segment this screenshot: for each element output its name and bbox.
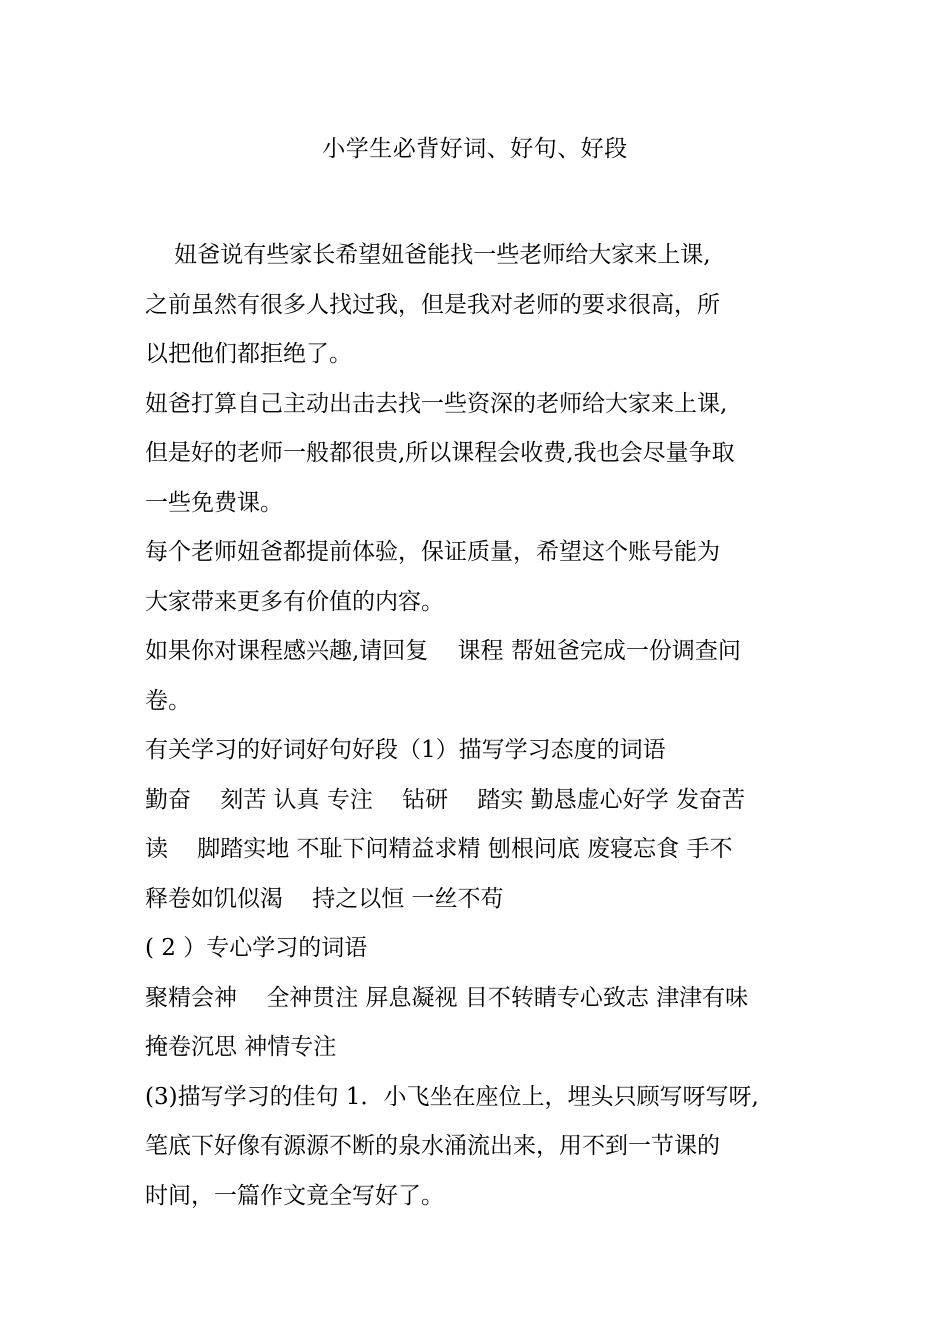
body-line: ( 2 ）专心学习的词语 — [145, 935, 368, 961]
body-line: (3)描写学习的佳句 1．小飞坐在座位上，埋头只顾写呀写呀, — [145, 1083, 759, 1110]
body-line: 勤奋 刻苦 认真 专注 钻研 踏实 勤恳虚心好学 发奋苦 — [145, 786, 745, 813]
body-line: 妞爸说有些家长希望妞爸能找一些老师给大家来上课, — [145, 242, 711, 268]
document-body — [145, 231, 817, 1221]
body-line: 聚精会神 全神贯注 屏息凝视 目不转睛专心致志 津津有味 — [145, 984, 749, 1011]
body-line: 读 脚踏实地 不耻下问精益求精 刨根问底 废寝忘食 手不 — [145, 836, 733, 862]
body-line: 卷。 — [145, 687, 191, 714]
body-line: 掩卷沉思 神情专注 — [145, 1034, 337, 1060]
body-line: 妞爸打算自己主动出击去找一些资深的老师给大家来上课, — [145, 390, 728, 417]
body-line: 释卷如饥似渴 持之以恒 一丝不苟 — [145, 885, 504, 912]
body-line: 时间，一篇作文竟全写好了。 — [145, 1182, 444, 1209]
body-line: 以把他们都拒绝了。 — [145, 341, 352, 367]
body-line: 如果你对课程感兴趣,请回复 课程 帮妞爸完成一份调查问 — [145, 638, 741, 664]
body-line: 大家带来更多有价值的内容。 — [145, 588, 444, 615]
document-title: 小学生必背好词、好句、好段 — [322, 136, 628, 162]
body-line: 但是好的老师一般都很贵,所以课程会收费,我也会尽量争取 — [145, 440, 735, 466]
body-line: 笔底下好像有源源不断的泉水涌流出来，用不到一节课的 — [145, 1133, 720, 1159]
body-line: 一些免费课。 — [145, 489, 283, 516]
body-line: 有关学习的好词好句好段（1）描写学习态度的词语 — [145, 737, 666, 763]
body-line: 每个老师妞爸都提前体验，保证质量，希望这个账号能为 — [145, 539, 720, 565]
body-line: 之前虽然有很多人找过我，但是我对老师的要求很高，所 — [145, 291, 720, 318]
